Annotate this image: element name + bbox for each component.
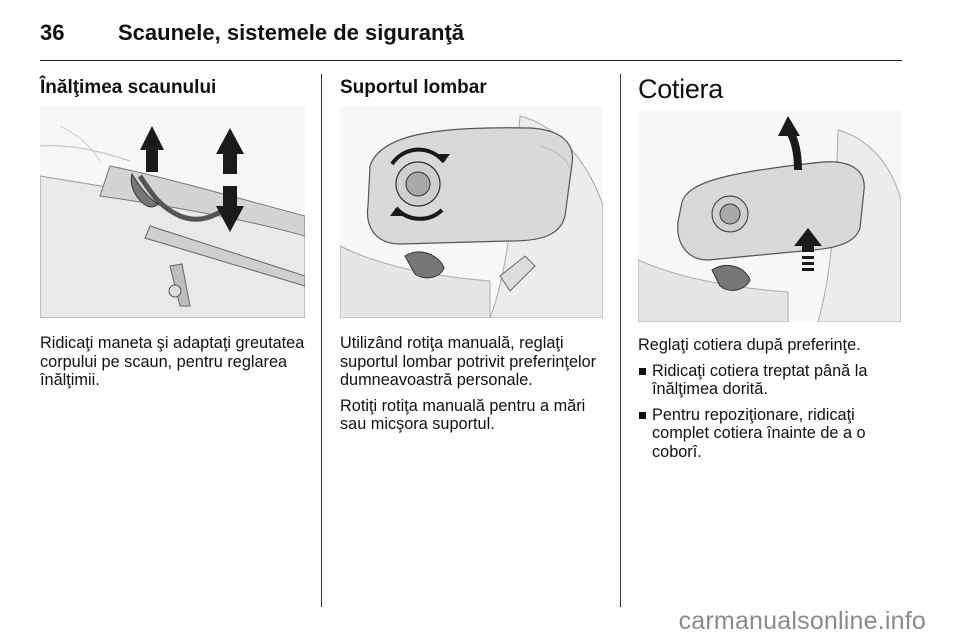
- paragraph: Reglaţi cotiera după preferinţe.: [638, 336, 861, 354]
- header-divider: [40, 60, 902, 61]
- lumbar-support-text: [340, 334, 610, 441]
- list-item: [638, 406, 908, 462]
- column-divider-2: [620, 74, 621, 607]
- seat-height-text: [40, 334, 310, 397]
- paragraph: Ridicaţi maneta şi adaptaţi greutatea corpului pe scaun, pentru reglarea înălţimii.: [40, 334, 305, 389]
- armrest-illustration: [638, 110, 901, 322]
- section-lumbar-support: [340, 74, 605, 99]
- page-number: 36: [40, 20, 65, 45]
- paragraph: Utilizând rotiţa manuală, reglaţi suportul lombar potrivit preferinţelor dumneavoastră personale.: [340, 334, 597, 389]
- lumbar-support-illustration: [340, 106, 603, 318]
- column-divider-1: [321, 74, 322, 607]
- list-item-text: Ridicaţi cotiera treptat până la înălţimea dorită.: [652, 361, 868, 398]
- section-title: Cotiera: [638, 74, 723, 104]
- armrest-bullet-list: [638, 362, 908, 462]
- section-armrest: [638, 74, 903, 105]
- section-title: Suportul lombar: [340, 77, 487, 98]
- watermark: carmanualsonline.info: [678, 607, 926, 635]
- seat-height-illustration: [40, 106, 305, 318]
- chapter-title: Scaunele, sistemele de siguranţă: [118, 20, 465, 45]
- armrest-text: [638, 336, 908, 468]
- bullet-icon: [639, 368, 646, 375]
- list-item: [638, 362, 908, 399]
- section-title: Înălţimea scaunului: [40, 77, 217, 98]
- page-header: [40, 14, 920, 58]
- section-seat-height: [40, 74, 305, 99]
- bullet-icon: [639, 412, 646, 419]
- paragraph: Rotiţi rotiţa manuală pentru a mări sau micşora suportul.: [340, 396, 586, 433]
- list-item-text: Pentru repoziţionare, ridicaţi complet cotiera înainte de a o coborî.: [652, 405, 866, 461]
